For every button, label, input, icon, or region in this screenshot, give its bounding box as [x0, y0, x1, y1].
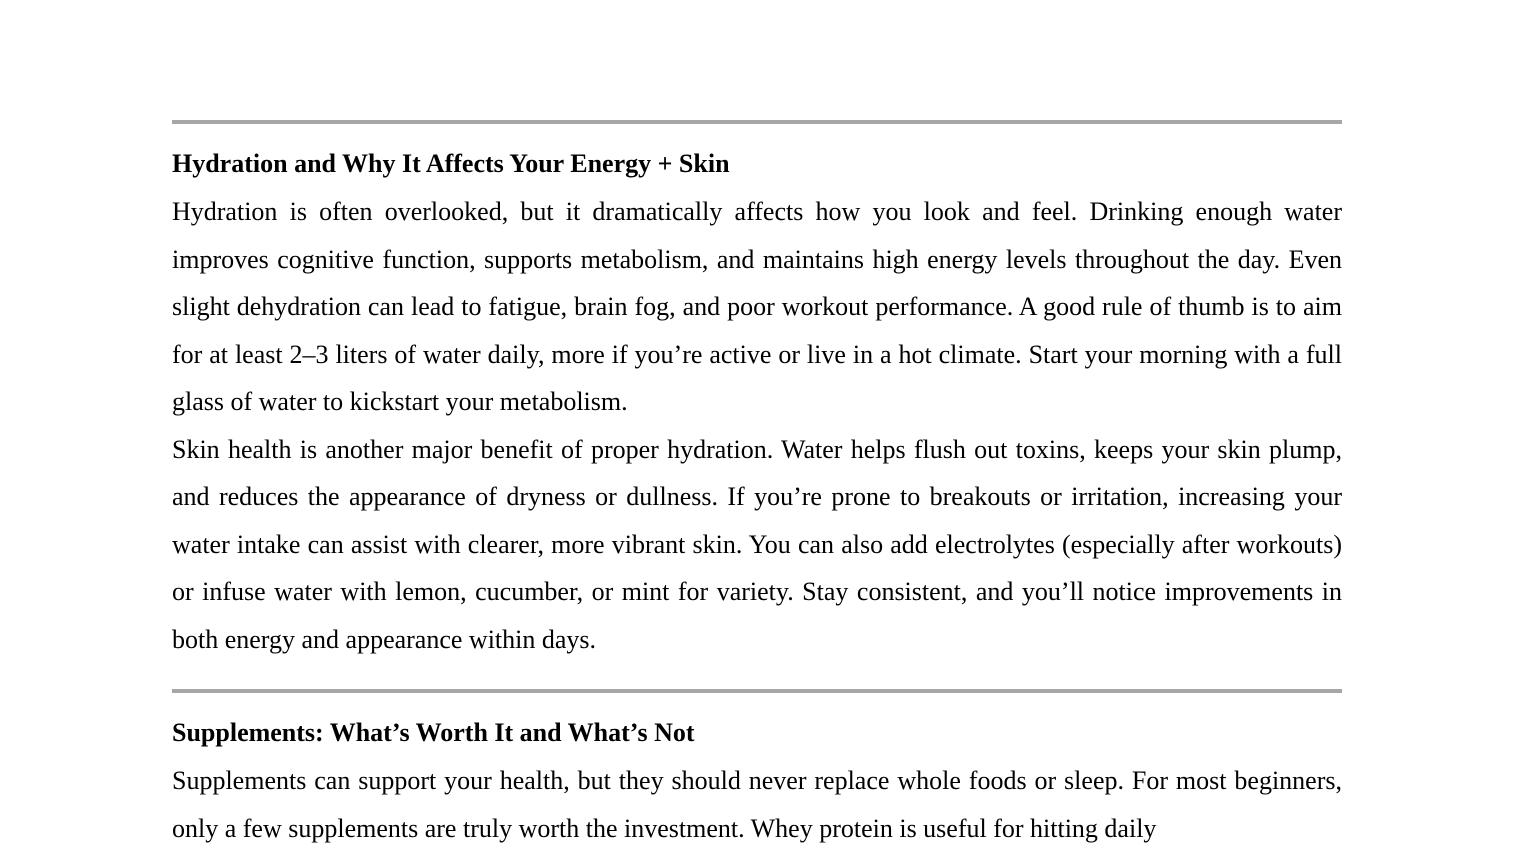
paragraph-hydration-2: Skin health is another major benefit of proper hydration. Water helps flush out toxins, keeps your skin plump, and reduces the appearance of dryness or dullness. If you’re prone to breakouts or irritation, increasing your water intake can assist with clearer, more vibrant skin. You can also add electrolytes (especially after workouts) or infuse water with lemon, cucumber, or mint for variety. Stay consistent, and you’ll notice improvements in both energy and appearance within days.: [172, 434, 1342, 654]
paragraph-hydration-1: Hydration is often overlooked, but it dramatically affects how you look and feel. Drinking enough water improves cognitive function, supports metabolism, and maintains high energy levels throughout the day. Even slight dehydration can lead to fatigue, brain fog, and poor workout performance. A good rule of thumb is to aim for at least 2–3 liters of water daily, more if you’re active or live in a hot climate. Start your morning with a full glass of water to kickstart your metabolism.: [172, 197, 1342, 416]
paragraph-supplements-1: Supplements can support your health, but they should never replace whole foods or sleep. For most beginners, only a few supplements are truly worth the investment. Whey protein is useful for hitting daily: [172, 766, 1342, 843]
section-heading-hydration: Hydration and Why It Affects Your Energy + Skin: [172, 149, 730, 178]
section-divider: [172, 120, 1342, 124]
document-page: [172, 0, 1342, 852]
section-heading-supplements: Supplements: What’s Worth It and What’s Not: [172, 718, 695, 747]
section-divider: [172, 689, 1342, 693]
